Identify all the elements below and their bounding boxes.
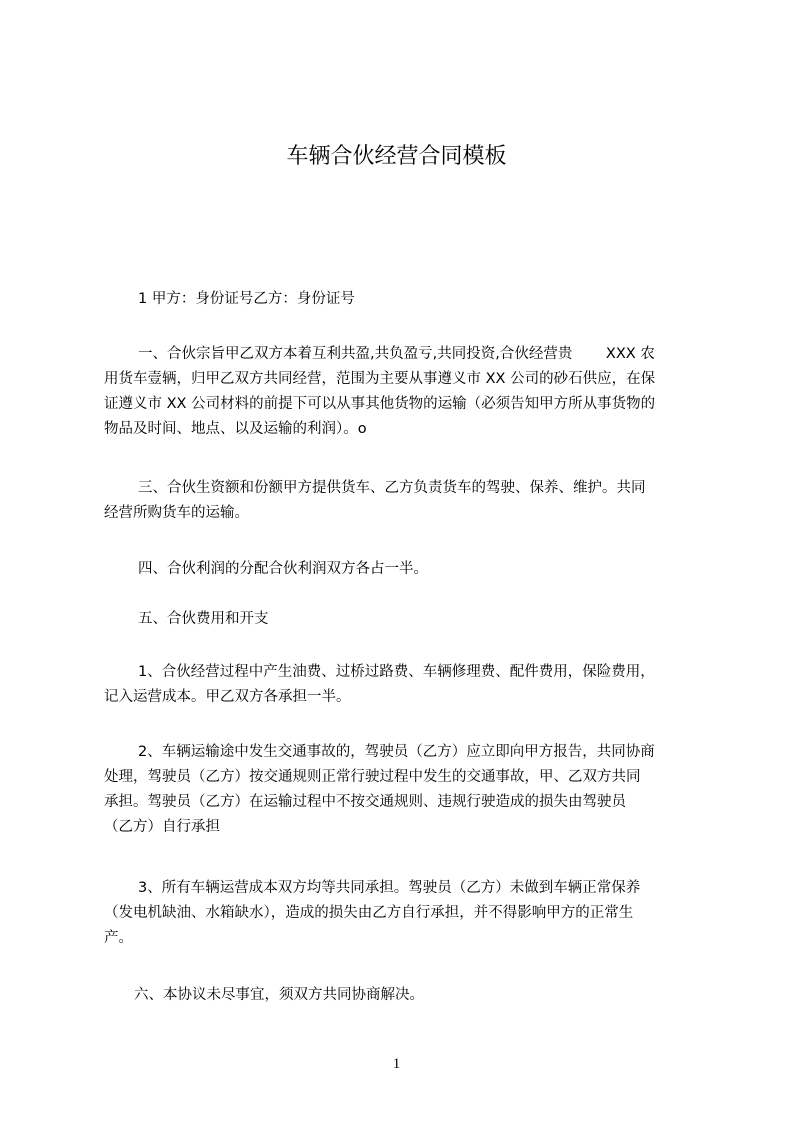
paragraph-line: （乙方）自行承担 <box>104 819 220 835</box>
paragraph-profit <box>104 557 700 582</box>
paragraph-contribution <box>104 476 700 526</box>
paragraph-expense-2 <box>104 740 700 840</box>
paragraph-line: 物品及时间、地点、以及运输的利润）。o <box>104 421 367 437</box>
paragraph-line: 用货车壹辆，归甲乙双方共同经营，范围为主要从事遵义市 XX 公司的砂石供应，在保 <box>104 371 656 387</box>
paragraph-line: 记入运营成本。甲乙双方各承担一半。 <box>104 689 351 705</box>
paragraph-expense-3 <box>104 876 700 951</box>
paragraph-line: 六、本协议未尽事宜，须双方共同协商解决。 <box>134 987 424 1003</box>
paragraph-line: 四、合伙利润的分配合伙利润双方各占一半。 <box>138 561 428 577</box>
paragraph-line: 1 甲方：身份证号乙方：身份证号 <box>138 291 355 307</box>
paragraph-expenses-heading <box>104 607 700 632</box>
document-title: 车辆合伙经营合同模板 <box>286 144 507 169</box>
paragraph-line: 承担。驾驶员（乙方）在运输过程中不按交通规则、违规行驶造成的损失由驾驶员 <box>104 794 626 810</box>
paragraph-line: 一、合伙宗旨甲乙双方本着互利共盈,共负盈亏,共同投资,合伙经营贵 XXX 农 <box>138 346 655 362</box>
paragraph-line: 经营所购货车的运输。 <box>104 505 249 521</box>
paragraph-purpose <box>104 342 700 442</box>
paragraph-line: 产。 <box>104 930 133 946</box>
paragraph-line: （发电机缺油、水箱缺水），造成的损失由乙方自行承担，并不得影响甲方的正常生 <box>104 905 634 921</box>
page-number: 1 <box>392 1056 401 1072</box>
paragraph-line: 处理，驾驶员（乙方）按交通规则正常行驶过程中发生的交通事故，甲、乙双方共同 <box>104 769 641 785</box>
paragraph-line: 五、合伙费用和开支 <box>138 611 269 627</box>
paragraph-line: 3、所有车辆运营成本双方均等共同承担。驾驶员（乙方）未做到车辆正常保养 <box>138 880 641 896</box>
paragraph-line: 三、合伙生资额和份额甲方提供货车、乙方负责货车的驾驶、保养、维护。共同 <box>138 480 646 496</box>
paragraph-line: 2、车辆运输途中发生交通事故的，驾驶员（乙方）应立即向甲方报告，共同协商 <box>138 744 655 760</box>
paragraph-expense-1 <box>104 660 700 710</box>
paragraph-parties <box>104 287 700 312</box>
paragraph-misc <box>104 983 700 1008</box>
paragraph-line: 1、合伙经营过程中产生油费、过桥过路费、车辆修理费、配件费用，保险费用， <box>138 664 655 680</box>
paragraph-line: 证遵义市 XX 公司材料的前提下可以从事其他货物的运输（必须告知甲方所从事货物的 <box>104 396 656 412</box>
